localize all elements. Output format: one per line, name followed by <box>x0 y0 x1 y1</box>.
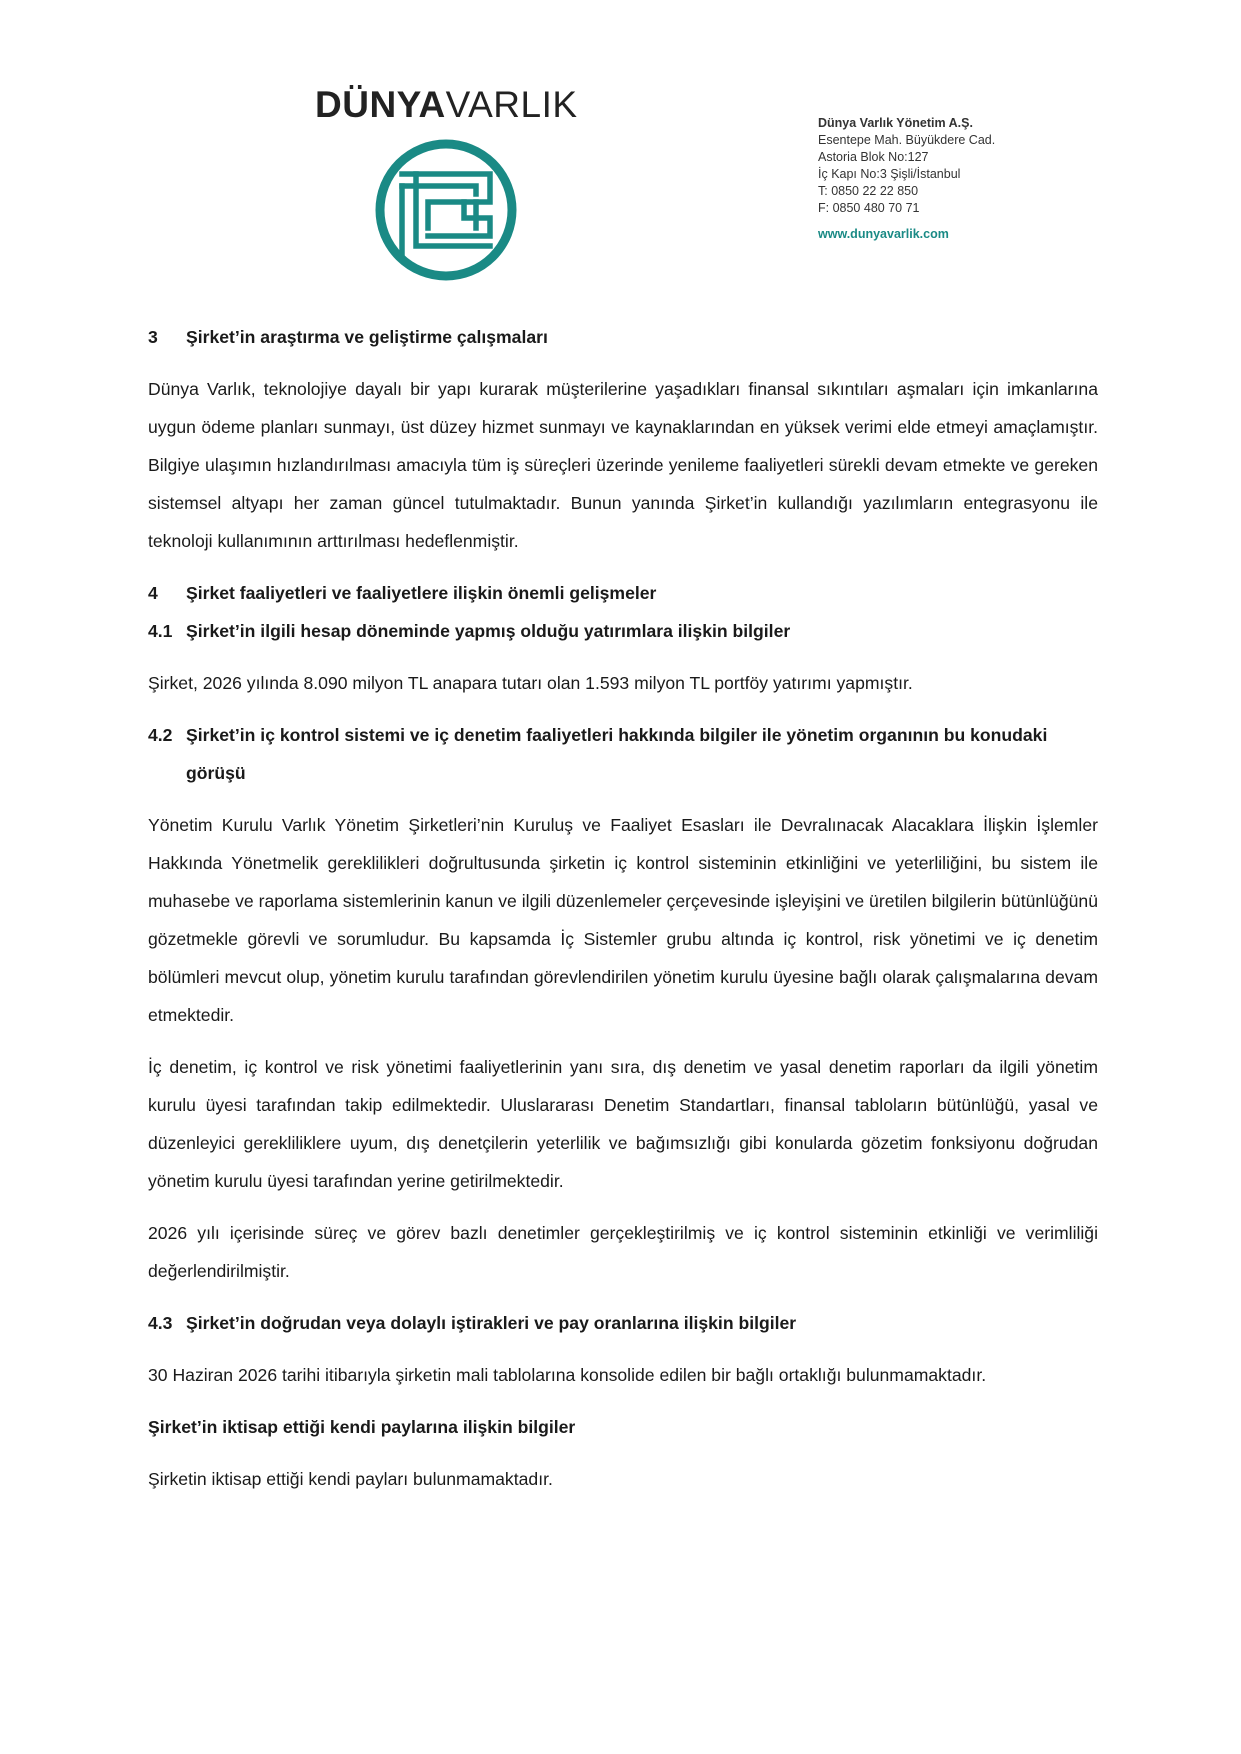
section-4-2-paragraph-2: İç denetim, iç kontrol ve risk yönetimi faaliyetlerinin yanı sıra, dış denetim ve yasal denetim raporları da ilgili yönetim kurulu üyesi tarafından takip edilmektedir. Uluslararası Denetim Standartları, finansal tabloların bütünlüğü, yasal ve düzenleyici gerekliliklere uyum, dış denetçilerin yeterlilik ve bağımsızlığı gibi konularda gözetim fonksiyonu doğrudan yönetim kurulu üyesi tarafından yerine getirilmektedir. <box>148 1057 1098 1191</box>
own-shares-heading <box>148 1408 1098 1446</box>
logo-bold-text: DÜNYA <box>315 84 446 125</box>
company-address-block <box>818 115 995 243</box>
section-3-paragraph: Dünya Varlık, teknolojiye dayalı bir yapı kurarak müşterilerine yaşadıkları finansal sıkıntıları aşmaları için imkanlarına uygun ödeme planları sunmayı, üst düzey hizmet sunmayı ve kaynaklarından en yüksek verimi elde etmeyi amaçlamıştır. Bilgiye ulaşımın hızlandırılması amacıyla tüm iş süreçleri üzerinde yenileme faaliyetleri sürekli devam etmekte ve gereken sistemsel altyapı her zaman güncel tutulmaktadır. Bunun yanında Şirket’in kullandığı yazılımların entegrasyonu ile teknoloji kullanımının arttırılması hedeflenmiştir. <box>148 379 1098 551</box>
section-4-2-paragraph-1: Yönetim Kurulu Varlık Yönetim Şirketleri’nin Kuruluş ve Faaliyet Esasları ile Devralınacak Alacaklara İlişkin İşlemler Hakkında Yönetmelik gereklilikleri doğrultusunda şirketin iç kontrol sisteminin etkinliğini ve yeterliliğini, bu sistem ile muhasebe ve raporlama sistemlerinin kanun ve ilgili düzenlemeler çerçevesinde işleyişini ve üretilen bilgilerin bütünlüğünü gözetmekle görevli ve sorumludur. Bu kapsamda İç Sistemler grubu altında iç kontrol, risk yönetimi ve iç denetim bölümleri mevcut olup, yönetim kurulu tarafından görevlendirilen yönetim kurulu üyesine bağlı olarak çalışmalarına devam etmektedir. <box>148 815 1098 1025</box>
section-4-1-paragraph: Şirket, 2026 yılında 8.090 milyon TL anapara tutarı olan 1.593 milyon TL portföy yatırımı yapmıştır. <box>148 673 913 693</box>
section-number: 4.1 <box>148 621 173 641</box>
section-number: 4.2 <box>148 725 173 745</box>
section-title: Şirket’in iktisap ettiği kendi paylarına ilişkin bilgiler <box>148 1417 576 1437</box>
address-line-street: Esentepe Mah. Büyükdere Cad. <box>818 133 996 147</box>
website-link[interactable]: www.dunyavarlik.com <box>818 227 949 241</box>
phone-number: T: 0850 22 22 850 <box>818 184 919 198</box>
document-body <box>148 318 1098 1498</box>
section-4-2-heading <box>148 716 1098 792</box>
section-title: Şirket faaliyetleri ve faaliyetlere ilişkin önemli gelişmeler <box>186 583 657 603</box>
address-line-block: Astoria Blok No:127 <box>818 150 929 164</box>
company-name: Dünya Varlık Yönetim A.Ş. <box>818 116 973 130</box>
address-line-city: İç Kapı No:3 Şişli/İstanbul <box>818 167 961 181</box>
section-3-heading <box>148 318 1098 356</box>
section-4-2-paragraph-3: 2026 yılı içerisinde süreç ve görev bazlı denetimler gerçekleştirilmiş ve iç kontrol sisteminin etkinliği ve verimliliği değerlendirilmiştir. <box>148 1223 1098 1281</box>
section-number: 4.3 <box>148 1313 173 1333</box>
company-logo-wordmark <box>315 84 578 126</box>
fax-number: F: 0850 480 70 71 <box>818 201 920 215</box>
section-title: Şirket’in iç kontrol sistemi ve iç denetim faaliyetleri hakkında bilgiler ile yönetim organının bu konudaki görüşü <box>186 725 1048 783</box>
section-number: 3 <box>148 327 158 347</box>
company-logo-icon <box>372 136 520 284</box>
section-4-1-heading <box>148 612 1098 650</box>
section-4-3-paragraph: 30 Haziran 2026 tarihi itibarıyla şirketin mali tablolarına konsolide edilen bir bağlı ortaklığı bulunmamaktadır. <box>148 1365 987 1385</box>
section-title: Şirket’in doğrudan veya dolaylı iştirakleri ve pay oranlarına ilişkin bilgiler <box>186 1313 797 1333</box>
section-title: Şirket’in ilgili hesap döneminde yapmış olduğu yatırımlara ilişkin bilgiler <box>186 621 791 641</box>
section-4-heading <box>148 574 1098 612</box>
logo-light-text: VARLIK <box>445 84 578 125</box>
own-shares-paragraph: Şirketin iktisap ettiği kendi payları bulunmamaktadır. <box>148 1469 553 1489</box>
section-4-3-heading <box>148 1304 1098 1342</box>
section-title: Şirket’in araştırma ve geliştirme çalışmaları <box>186 327 548 347</box>
section-number: 4 <box>148 583 158 603</box>
